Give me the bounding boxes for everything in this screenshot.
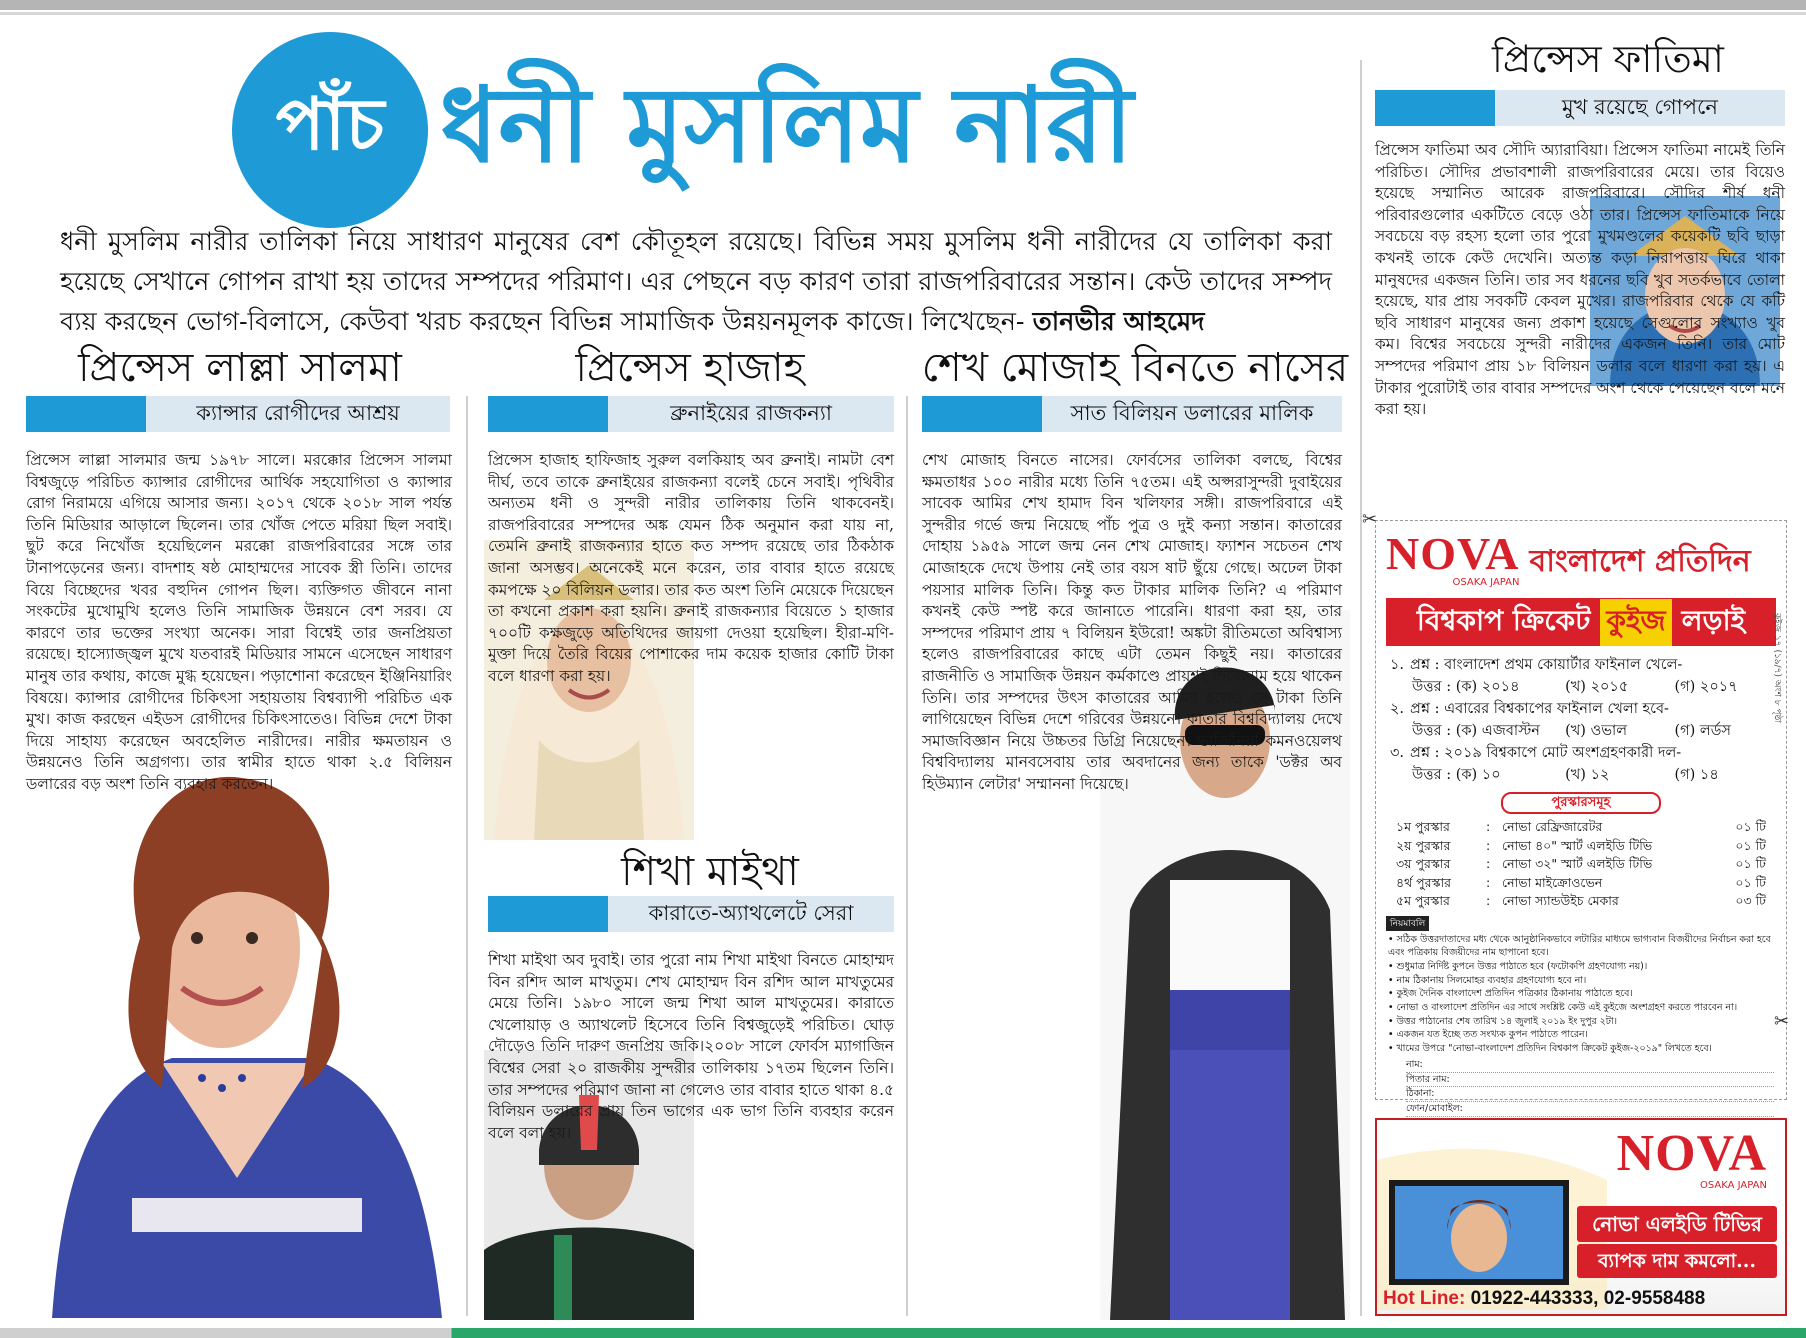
rule-item: • উত্তর পাঠানোর শেষ তারিখ ১৪ জুলাই ২০১৯ ইং দুপুর ২টা। (1388, 1015, 1617, 1027)
prize-qty: ০১ টি (1735, 856, 1766, 871)
fatima-body: প্রিন্সেস ফাতিমা অব সৌদি অ্যারাবিয়া। প্রিন্সেস ফাতিমা নামেই তিনি পরিচিত। সৌদির প্রভাবশালী রাজপরিবারের মেয়ে। তার বিয়েও হয়েছে সম্মানিত আরেক রাজপরিবারে। সৌদির শীর্ষ ধনী পরিবারগুলোর একটিতে বেড়ে ওঠা তার। প্রিন্সেস ফাতিমাকে নিয়ে সবচেয়ে বড় রহস্য হলো তার পুরো মুখমণ্ডলের কয়েকটি ছবি ছাড়া কখনই তাকে কেউ দেখেনি। অত্যন্ত কড়া নিরাপত্তায় ঘিরে থাকা মানুষদের একজন তিনি। তার সব ধরনের ছবি খুব সতর্কভাবে তোলা হয়েছে, যার প্রায় সবকটি কেবল মুখের। রাজপরিবার থেকে যে কটি ছবি সাধারণ মানুষের জন্য প্রকাশ হয়েছে সেগুলোর সংখ্যাও খুব কম। বিশ্বের সবচেয়ে সুন্দরী নারীদের একজন তিনি। তার মোট সম্পদের পরিমাণ প্রায় ১৮ বিলিয়ন ডলার বলে ধারণা করা হয়। এ টাকার পুরোটাই তার বাবার সম্পদের অংশ থেকে পেয়েছেন বলে মনে করা হয়। (1375, 141, 1785, 419)
lalla-body: প্রিন্সেস লাল্লা সালমার জন্ম ১৯৭৮ সালে। মরক্কোর প্রিন্সেস সালমা বিশ্বজুড়ে পরিচিত ক্যান্সার রোগীদের আর্থিক সহযোগিতা ও ক্যান্সার রোগ নিরাময়ে এগিয়ে আসার জন্য। ২০১৭ থেকে ২০১৮ সাল পর্যন্ত তিনি মিডিয়ার আড়ালে ছিলেন। তার খোঁজ পেতে মরিয়া ছিল সবাই। ছুট করে নিখোঁজ হয়েছিলেন মরক্কো রাজপরিবারের সঙ্গে তার টানাপড়েনের জন্য। বাদশাহ ষষ্ঠ মোহাম্মদের সাবেক স্ত্রী তিনি। তাদের বিয়ে বিচ্ছেদের খবর বহুদিন গোপন ছিল। ব্যক্তিগত জীবনে নানা সংকটের মুখোমুখি হলেও তিনি সামাজিক উন্নয়নে বেশ সরব। যে কারণে তার ভক্তের সংখ্যা অনেক। সারা বিশ্বেই তার জনপ্রিয়তা রয়েছে। হাস্যোজ্জ্বল মুখে যতবারই মিডিয়ার সামনে এসেছেন সাধারণ মানুষ তার কথায়, কাজে মুগ্ধ হয়েছেন। পড়াশোনা করেছেন ইঞ্জিনিয়ারিং বিষয়ে। ক্যান্সার রোগীদের চিকিৎসা সহায়তায় বিশ্বব্যাপী পরিচিত এক মুখ। কাজ করছেন এইডস রোগীদের চিকিৎসাতেও। বিভিন্ন দেশে টাকা দিয়ে সাহায্য করেছেন অবহেলিত নারীদের। নারীর ক্ষমতায়ন ও উন্নয়নেও তিনি অগ্রগণ্য। তার স্বামীর হাতে থাকা ২.৫ বিলিয়ন ডলারের বড় অংশ তিনি ব্যবহার করতেন। (26, 451, 452, 793)
hotline-label: Hot Line: (1383, 1288, 1466, 1309)
bar-accent (1375, 90, 1495, 126)
hotline (1383, 1288, 1781, 1310)
hajah-subtitle-bar (488, 396, 894, 432)
rule-text: নোভা ও বাংলাদেশ প্রতিদিন এর সাথে সংশ্লিষ্ট কেউ এই কুইজে অংশগ্রহণ করতে পারবেন না। (1396, 1002, 1738, 1014)
question-number: ২. (1390, 701, 1405, 717)
nova-tv-ad (1375, 1118, 1787, 1316)
quiz-side-note: কুইজ ১৭ (১৯/৭) অংশ ৮ পৃষ্ঠা (1772, 613, 1782, 724)
hajah-subtitle: ব্রুনাইয়ের রাজকন্যা (608, 396, 894, 432)
rule-item: • খামের উপরে "নোভা-বাংলাদেশ প্রতিদিন বিশ্বকাপ ক্রিকেট কুইজ-২০১৯" লিখতে হবে। (1388, 1043, 1712, 1055)
prize-qty: ০১ টি (1735, 837, 1766, 853)
answer-b: (খ) ওভাল (1565, 723, 1628, 739)
mozah-subtitle-bar (922, 396, 1342, 432)
coupon-field-label: নাম: (1406, 1058, 1423, 1070)
rule-text: শুধুমাত্র নির্দিষ্ট কুপনে উত্তর পাঠাতে হবে (ফটোকপি গ্রহণযোগ্য নয়)। (1396, 960, 1648, 972)
rule-item: • একজন যত ইচ্ছে তত সংখ্যক কুপন পাঠাতে পারেন। (1388, 1029, 1588, 1041)
answer-b: (খ) ২০১৫ (1565, 679, 1629, 695)
answer-a: উত্তর : (ক) এজবাস্টন (1412, 723, 1540, 739)
coupon-field[interactable] (1406, 1087, 1774, 1102)
page-title: ধনী মুসলিম নারী (440, 63, 1134, 186)
rule-item: • কুইজ দৈনিক বাংলাদেশ প্রতিদিন পত্রিকার ঠিকানায় পাঠাতে হবে। (1388, 988, 1633, 1000)
answer-c: (গ) ২০১৭ (1674, 679, 1738, 695)
scissors-icon: ✂ (1774, 1011, 1790, 1032)
lalla-title: প্রিন্সেস লাল্লা সালমা (78, 345, 402, 391)
answer-c: (গ) লর্ডস (1674, 723, 1731, 739)
coupon-field-label: পিতার নাম: (1406, 1073, 1450, 1085)
column-divider (466, 396, 468, 1316)
coupon-field-label: ফোন/মোবাইল: (1406, 1102, 1463, 1114)
prize-item: নোভা মাইক্রোওভেন (1502, 874, 1603, 890)
quiz-question (1390, 742, 1762, 786)
lalla-subtitle-bar (26, 396, 450, 432)
nova-logo: NOVA OSAKA JAPAN (1386, 528, 1520, 588)
quiz-question (1390, 698, 1762, 742)
intro-paragraph (60, 222, 1332, 342)
prize-rank: ৫ম পুরস্কার (1396, 893, 1450, 908)
mozah-body: শেখ মোজাহ বিনতে নাসের। ফোর্বসের তালিকা বলছে, বিশ্বের ক্ষমতাধর ১০০ নারীর মধ্যে তিনি ৭৫তম। এই অপ্সরাসুন্দরী দুবাইয়ের সাবেক আমির শেখ হামাদ বিন খলিফার সঙ্গী। রাজপরিবারে এই সুন্দরীর গর্ভে জন্ম নিয়েছে পাঁচ পুত্র ও দুই কন্যা সন্তান। কাতারের দোহায় ১৯৫৯ সালে জন্ম নেন শেখ মোজাহ। ফ্যাশন সচেতন শেখ মোজাহকে দেখে উপায় নেই তার বয়স ষাট ছুঁয়ে গেছে। অঢেল টাকা পয়সার মালিক তিনি। কিন্তু কত টাকার মালিক তিনি? এ পরিমাণ কখনই কেউ স্পষ্ট করে জানাতে পারেনি। ধারণা করা হয়, তার সম্পদের পরিমাণ প্রায় ৭ বিলিয়ন ইউরো! অঙ্কটা রীতিমতো অবিশ্বাস্য হলেও রাজপরিবারের কাছে এটা তেমন কিছুই নয়। কাতারের রাজনীতি ও সামাজিক উন্নয়ন কর্মকাণ্ডে প্রায়শই শিরোনাম হয়ে থাকেন তিনি। তার সম্পদের উৎস কাতারের আমির হলেও সে টাকা তিনি লাগিয়েছেন বিভিন্ন দেশে গরিবের উন্নয়নে। কাতার বিশ্ববিদ্যালয় দেখে সমাজবিজ্ঞান নিয়ে উচ্চতর ডিগ্রি নিয়েছেন। ভার্জিনিয়া কমনওয়েলথ বিশ্ববিদ্যালয় মানবসেবায় তার অবদানের জন্য তাকে 'ডক্টর অব হিউম্যান লেটার' সম্মাননা দিয়েছে। (922, 451, 1342, 793)
coupon-field[interactable] (1406, 1073, 1774, 1088)
rules-title: নিয়মাবলি (1386, 916, 1429, 931)
prize-rank: ৩য় পুরস্কার (1396, 856, 1451, 871)
rule-text: কুইজ দৈনিক বাংলাদেশ প্রতিদিন পত্রিকার ঠিকানায় পাঠাতে হবে। (1396, 988, 1633, 1000)
shikha-title: শিখা মাইথা (621, 849, 799, 895)
hajah-body: প্রিন্সেস হাজাহ হাফিজাহ সুরুল বলকিয়াহ অব ব্রুনাই। নামটা বেশ দীর্ঘ, তবে তাকে ব্রুনাইয়ের রাজকন্যা বলেই চেনে সবাই। পৃথিবীর অন্যতম ধনী ও সুন্দরী নারীর তালিকায় তিনি থাকবেনই। রাজপরিবারের সম্পদের অঙ্ক যেমন ঠিক অনুমান করা যায় না, তেমনি ব্রুনাই রাজকন্যার হাতে কত সম্পদ রয়েছে তার ঠিকঠাক জানা অসম্ভব। অনেকেই মনে করেন, তার বাবার হাতে রয়েছে কমপক্ষে ২০ বিলিয়ন ডলার। তার কত অংশ তিনি মেয়েকে দিয়েছেন তা কখনো প্রকাশ করা হয়নি। ব্রুনাই রাজকন্যার বিয়েতে ১ হাজার ৭০০টি কক্ষজুড়ে অতিথিদের জায়গা দেওয়া হয়েছিল। হীরা-মণি-মুক্তা দিয়ে তৈরি বিয়ের পোশাকের দাম কয়েক হাজার কোটি টাকা বলে ধারণা করা হয়। (488, 451, 894, 685)
prize-row: ১ম পুরস্কার : নোভা রেফ্রিজারেটর ০১ টি (1396, 818, 1766, 837)
paper-name: বাংলাদেশ প্রতিদিন (1529, 544, 1751, 579)
bottom-strip (0, 1328, 1806, 1338)
rule-item: • নোভা ও বাংলাদেশ প্রতিদিন এর সাথে সংশ্লিষ্ট কেউ এই কুইজে অংশগ্রহণ করতে পারবেন না। (1388, 1002, 1738, 1014)
fatima-title: প্রিন্সেস ফাতিমা (1492, 37, 1724, 81)
coupon-field-label: ঠিকানা: (1406, 1088, 1435, 1100)
answer-a: উত্তর : (ক) ১০ (1412, 767, 1501, 783)
headline-circle-word: পাঁচ (275, 81, 385, 166)
intro-author: তানভীর আহমেদ (1032, 307, 1205, 337)
prize-qty: ০৩ টি (1735, 893, 1766, 908)
bar-accent (26, 396, 146, 432)
tv-ad-line2: ব্যাপক দাম কমলো... (1577, 1244, 1777, 1278)
question-number: ১. (1390, 657, 1405, 673)
mozah-subtitle: সাত বিলিয়ন ডলারের মালিক (1042, 396, 1342, 432)
question-text: প্রশ্ন : বাংলাদেশ প্রথম কোয়ার্টার ফাইনাল খেলে- (1410, 657, 1683, 673)
quiz-badge: কুইজ (1600, 599, 1671, 646)
top-rule (0, 0, 1806, 10)
column-divider (1360, 60, 1362, 1316)
prize-qty: ০১ টি (1735, 874, 1766, 890)
column-divider (906, 396, 908, 1316)
tv-ad-line1: নোভা এলইডি টিভির (1577, 1206, 1777, 1242)
prize-list (1376, 814, 1786, 911)
answer-a: উত্তর : (ক) ২০১৪ (1412, 679, 1520, 695)
prize-row: ৫ম পুরস্কার : নোভা স্যান্ডউইচ মেকার ০৩ টি (1396, 892, 1766, 911)
rule-item: • সঠিক উত্তরদাতাদের মধ্য থেকে আনুষ্ঠানিকভাবে লটারির মাধ্যমে ভাগ্যবান বিজয়ীদের নির্বাচন করা হবে এবং পত্রিকায় বিজয়ীদের নাম ছাপানো হবে। (1388, 933, 1771, 959)
ad-header (1376, 521, 1786, 588)
top-rule-thin (0, 12, 1806, 15)
fatima-subtitle-bar (1375, 90, 1785, 126)
prize-item: নোভা রেফ্রিজারেটর (1502, 819, 1603, 834)
nova-quiz-ad (1362, 509, 1790, 1114)
bar-accent (922, 396, 1042, 432)
prize-row: ৪র্থ পুরস্কার : নোভা মাইক্রোওভেন ০১ টি (1396, 874, 1766, 893)
intro-text: ধনী মুসলিম নারীর তালিকা নিয়ে সাধারণ মানুষের বেশ কৌতূহল রয়েছে। বিভিন্ন সময় মুসলিম ধনী নারীদের যে তালিকা করা হয়েছে সেখানে গোপন রাখা হয় তাদের সম্পদের পরিমাণ। এর পেছনে বড় কারণ তারা রাজপরিবারের সন্তান। কেউ তাদের সম্পদ ব্যয় করছেন ভোগ-বিলাসে, কেউবা খরচ করছেন বিভিন্ন সামাজিক উন্নয়নমূলক কাজে। লিখেছেন- (60, 227, 1332, 337)
rule-item: • শুধুমাত্র নির্দিষ্ট কুপনে উত্তর পাঠাতে হবে (ফটোকপি গ্রহণযোগ্য নয়)। (1388, 960, 1648, 972)
prizes-title: পুরস্কারসমূহ (1501, 792, 1661, 814)
hajah-title: প্রিন্সেস হাজাহ (575, 345, 805, 391)
hotline-numbers: 01922-443333, 02-9558488 (1470, 1288, 1706, 1309)
bar-accent (488, 896, 608, 932)
prize-item: নোভা ৪০" স্মার্ট এলইডি টিভি (1502, 837, 1653, 853)
prize-qty: ০১ টি (1735, 819, 1766, 834)
rule-text: উত্তর পাঠানোর শেষ তারিখ ১৪ জুলাই ২০১৯ ইং দুপুর ২টা। (1396, 1015, 1617, 1027)
fatima-subtitle: মুখ রয়েছে গোপনে (1495, 90, 1785, 126)
rule-text: একজন যত ইচ্ছে তত সংখ্যক কুপন পাঠাতে পারেন। (1396, 1029, 1588, 1041)
shikha-subtitle-bar (488, 896, 894, 932)
prize-row: ৩য় পুরস্কার : নোভা ৩২" স্মার্ট এলইডি টিভি ০১ টি (1396, 855, 1766, 874)
quiz-question (1390, 654, 1762, 698)
prize-row: ২য় পুরস্কার : নোভা ৪০" স্মার্ট এলইডি টিভি ০১ টি (1396, 837, 1766, 856)
scissors-icon: ✂ (1362, 509, 1378, 530)
rule-text: সঠিক উত্তরদাতাদের মধ্য থেকে আনুষ্ঠানিকভাবে লটারির মাধ্যমে ভাগ্যবান বিজয়ীদের নির্বাচন করা হবে এবং পত্রিকায় বিজয়ীদের নাম ছাপানো হবে। (1388, 933, 1771, 959)
mozah-title: শেখ মোজাহ বিনতে নাসের (921, 345, 1349, 391)
tv-ad-logo: NOVA OSAKA JAPAN (1616, 1125, 1767, 1191)
prize-rank: ৪র্থ পুরস্কার (1396, 874, 1452, 890)
coupon-field[interactable] (1406, 1102, 1774, 1117)
rule-text: খামের উপরে "নোভা-বাংলাদেশ প্রতিদিন বিশ্বকাপ ক্রিকেট কুইজ-২০১৯" লিখতে হবে। (1396, 1043, 1712, 1055)
lalla-subtitle: ক্যান্সার রোগীদের আশ্রয় (146, 396, 450, 432)
shikha-subtitle: কারাতে-অ্যাথলেটে সেরা (608, 896, 894, 932)
prize-rank: ১ম পুরস্কার (1396, 819, 1450, 834)
headline-circle (232, 32, 428, 228)
answer-c: (গ) ১৪ (1674, 767, 1719, 783)
shikha-body: শিখা মাইথা অব দুবাই। তার পুরো নাম শিখা মাইথা বিনতে মোহাম্মদ বিন রশিদ আল মাখতুম। শেখ মোহাম্মদ বিন রশিদ আল মাখতুমের মেয়ে তিনি। ১৯৮০ সালে জন্ম শিখা আল মাখতুমের। কারাতে খেলোয়াড় ও অ্যাথলেট হিসেবে তিনি বিশ্বজুড়েই পরিচিত। ঘোড় দৌড়েও তিনি দারুণ জনপ্রিয় জকি।২০০৮ সালে ফোর্বস ম্যাগাজিন বিশ্বের সেরা ২০ রাজকীয় সুন্দরীর তালিকায় ১৭তম ছিলেন তিনি। তার সম্পদের পরিমাণ জানা না গেলেও তার বাবার হাতে থাকা ৪.৫ বিলিয়ন ডলারের প্রায় তিন ভাগের এক ভাগ তিনি ব্যবহার করেন বলে বলা হয়। (488, 951, 894, 1142)
coupon-form (1376, 1056, 1786, 1117)
prize-rank: ২য় পুরস্কার (1396, 837, 1451, 853)
answer-b: (খ) ১২ (1565, 767, 1610, 783)
question-number: ৩. (1390, 745, 1405, 761)
quiz-questions (1376, 646, 1786, 786)
prize-item: নোভা স্যান্ডউইচ মেকার (1502, 893, 1619, 908)
bar-accent (488, 396, 608, 432)
question-text: প্রশ্ন : ২০১৯ বিশ্বকাপে মোট অংশগ্রহণকারী দল- (1410, 745, 1682, 761)
rule-text: নাম ঠিকানায় সিলমোহর ব্যবহার গ্রহণযোগ্য হবে না। (1396, 974, 1587, 986)
quiz-banner: বিশ্বকাপ ক্রিকেট কুইজ লড়াই (1386, 598, 1776, 646)
rule-list (1376, 931, 1786, 1056)
question-text: প্রশ্ন : এবারের বিশ্বকাপের ফাইনাল খেলা হবে- (1410, 701, 1669, 717)
rule-item: • নাম ঠিকানায় সিলমোহর ব্যবহার গ্রহণযোগ্য হবে না। (1388, 974, 1587, 986)
prize-item: নোভা ৩২" স্মার্ট এলইডি টিভি (1502, 856, 1653, 871)
coupon-field[interactable] (1406, 1058, 1774, 1073)
